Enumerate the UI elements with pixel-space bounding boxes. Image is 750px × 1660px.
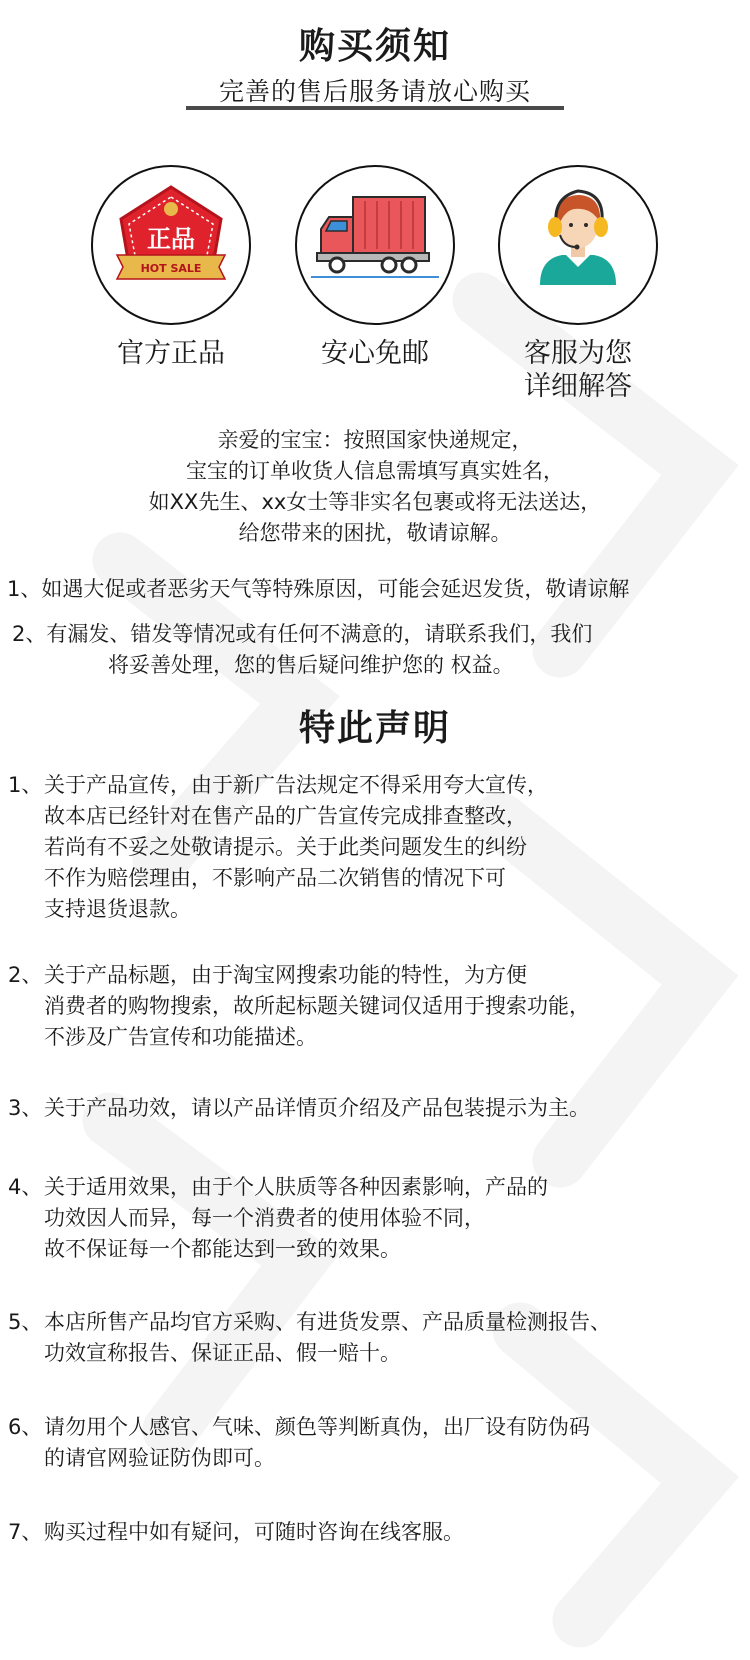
list-item: 4、 关于适用效果，由于个人肤质等各种因素影响，产品的 功效因人而异，每一个消费者的使用体验不同， 故不保证每一个都能达到一致的效果。	[8, 1175, 548, 1261]
feature-free-shipping	[295, 165, 455, 370]
list-item: 1、如遇大促或者恶劣天气等特殊原因，可能会延迟发货，敬请谅解	[7, 577, 630, 601]
feature-authentic	[91, 165, 251, 370]
list-item: 5、 本店所售产品均官方采购、有进货发票、产品质量检测报告、 功效宣称报告、保证正品、假一赔十。	[8, 1310, 611, 1365]
list-item: 7、 购买过程中如有疑问，可随时咨询在线客服。	[8, 1520, 464, 1544]
authentic-badge-icon	[93, 167, 249, 323]
feature-customer-service	[498, 165, 658, 403]
shipping-notice: 亲爱的宝宝：按照国家快递规定， 宝宝的订单收货人信息需填写真实姓名， 如XX先生、xx女士等非实名包裹或将无法送达， 给您带来的困扰，敬请谅解。	[148, 428, 602, 545]
list-item: 3、 关于产品功效，请以产品详情页介绍及产品包装提示为主。	[8, 1096, 590, 1120]
list-item: 2、有漏发、错发等情况或有任何不满意的，请联系我们，我们 将妥善处理，您的售后疑问维护您的 权益。	[12, 622, 593, 677]
feature-circle	[91, 165, 251, 325]
feature-circle	[498, 165, 658, 325]
feature-circle	[295, 165, 455, 325]
ribbon-text: HOT SALE	[140, 262, 202, 275]
page-title: 购买须知	[298, 26, 451, 67]
list-item: 1、 关于产品宣传，由于新广告法规定不得采用夸大宣传， 故本店已经针对在售产品的广告宣传完成排查整改， 若尚有不妥之处敬请提示。关于此类问题发生的纠纷 不作为赔偿理由，不影响产品二次销售的情况下可 支持退货退款。	[8, 773, 548, 921]
list-item: 2、 关于产品标题，由于淘宝网搜索功能的特性，为方便 消费者的购物搜索，故所起标题关键词仅适用于搜索功能， 不涉及广告宣传和功能描述。	[8, 963, 590, 1049]
badge-text: 正品	[147, 225, 195, 253]
customer-service-agent-icon	[500, 167, 656, 323]
feature-label: 安心免邮	[321, 338, 429, 369]
delivery-truck-icon	[297, 167, 453, 323]
statement-title: 特此声明	[298, 708, 451, 749]
feature-label: 官方正品	[117, 338, 225, 369]
subtitle-underline	[186, 106, 564, 110]
feature-label: 客服为您 详细解答	[524, 338, 632, 402]
page-subtitle: 完善的售后服务请放心购买	[218, 77, 531, 106]
list-item: 6、 请勿用个人感官、气味、颜色等判断真伪，出厂设有防伪码 的请官网验证防伪即可。	[8, 1415, 590, 1470]
